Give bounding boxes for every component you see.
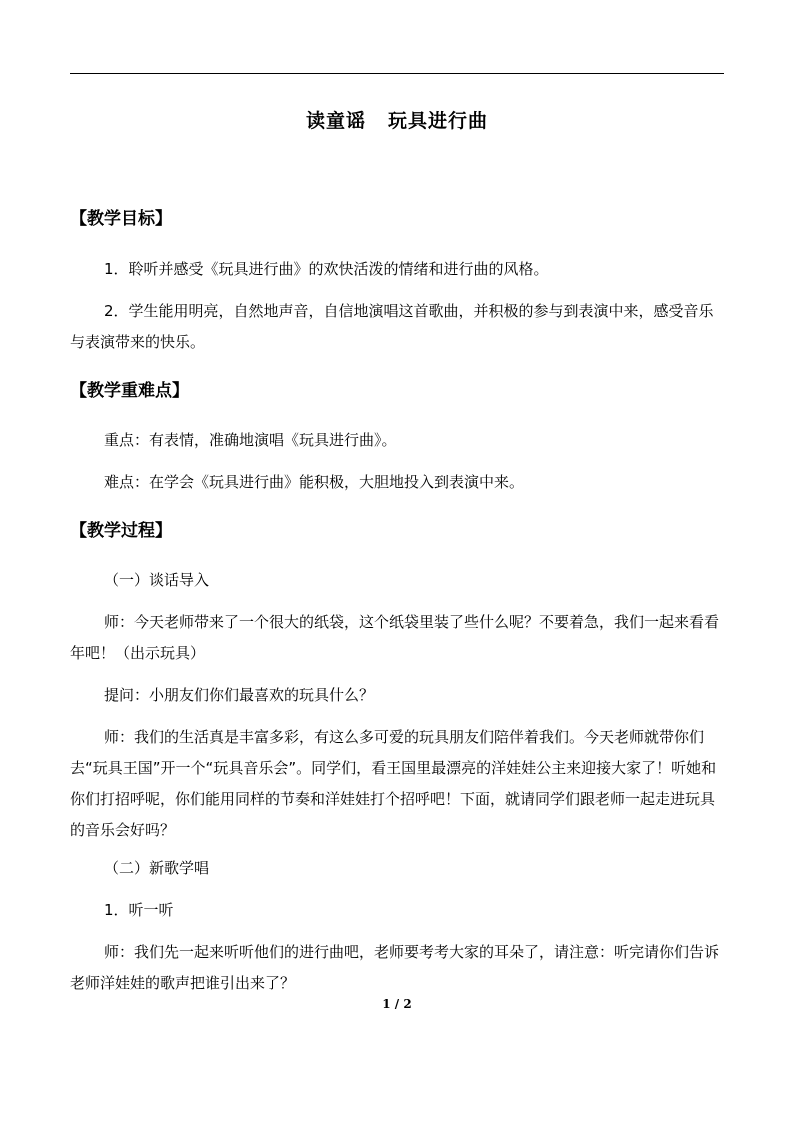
process-subheading: （一）谈话导入 — [104, 571, 210, 589]
process-paragraph: 师：我们先一起来听听他们的进行曲吧，老师要考考大家的耳朵了，请注意：听完请你们告诉老师洋娃娃的歌声把谁引出来了？ — [70, 943, 720, 992]
section-heading-process: 【教学过程】 — [70, 521, 172, 541]
page-number: 1 / 2 — [382, 997, 412, 1011]
section-heading-goals: 【教学目标】 — [70, 209, 172, 229]
title-part-2: 玩具进行曲 — [388, 110, 489, 132]
title-part-1: 读童谣 — [305, 110, 366, 132]
key-point-item: 难点：在学会《玩具进行曲》能积极，大胆地投入到表演中来。 — [104, 473, 525, 491]
section-heading-key-points: 【教学重难点】 — [70, 381, 189, 401]
process-subheading: （二）新歌学唱 — [104, 859, 210, 877]
process-paragraph: 师：今天老师带来了一个很大的纸袋，这个纸袋里装了些什么呢？不要着急，我们一起来看看年吧！（出示玩具） — [70, 613, 720, 662]
goal-item: 1．聆听并感受《玩具进行曲》的欢快活泼的情绪和进行曲的风格。 — [104, 260, 549, 278]
process-paragraph: 师：我们的生活真是丰富多彩，有这么多可爱的玩具朋友们陪伴着我们。今天老师就带你们去“玩具王国”开一个“玩具音乐会”。同学们，看王国里最漂亮的洋娃娃公主来迎接大家了！听她和你们打招呼呢，你们能用同样的节奏和洋娃娃打个招呼吧！下面，就请同学们跟老师一起走进玩具的音乐会好吗？ — [70, 728, 717, 839]
process-paragraph: 提问：小朋友们你们最喜欢的玩具什么？ — [104, 686, 375, 704]
key-point-item: 重点：有表情，准确地演唱《玩具进行曲》。 — [104, 431, 397, 449]
page-title — [0, 106, 794, 133]
goal-item: 2．学生能用明亮，自然地声音，自信地演唱这首歌曲，并积极的参与到表演中来，感受音乐与表演带来的快乐。 — [70, 302, 714, 351]
header-rule — [70, 73, 724, 74]
process-paragraph: 1．听一听 — [104, 901, 174, 919]
